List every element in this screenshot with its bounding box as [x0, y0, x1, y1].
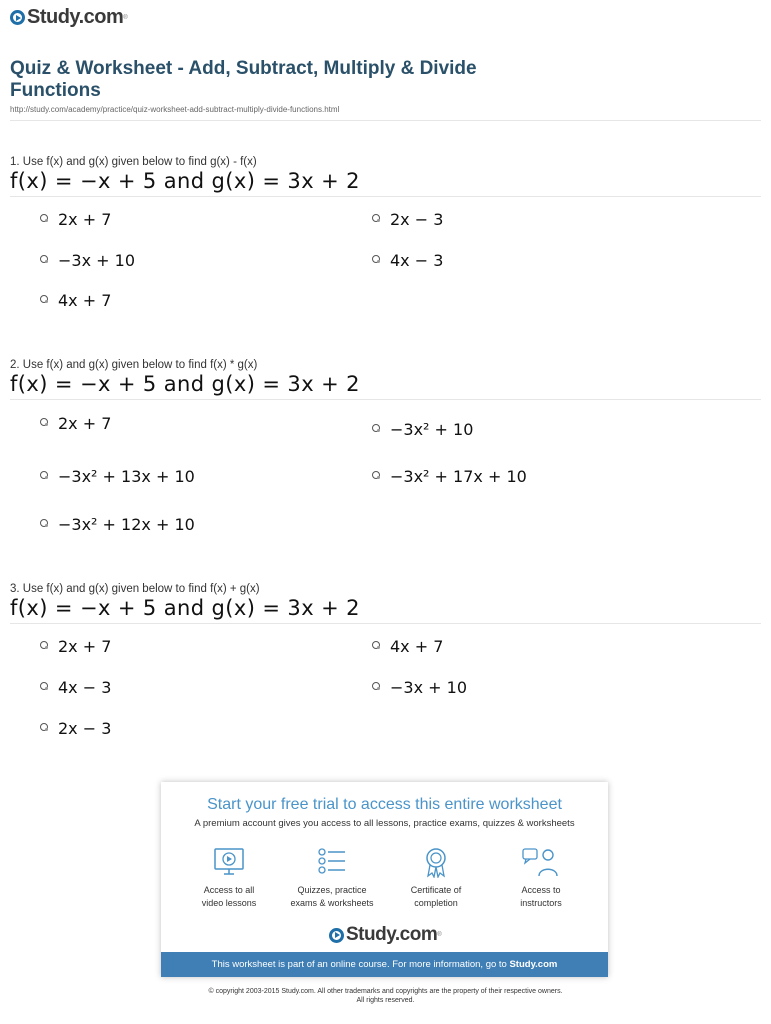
copyright-line: All rights reserved.: [356, 997, 415, 1004]
answer-option[interactable]: −3x² + 13x + 10: [40, 467, 195, 486]
answer-option[interactable]: 4x + 7: [40, 291, 111, 310]
radio-button[interactable]: [372, 214, 380, 222]
question-1: [10, 156, 761, 197]
question-formula: f(x) = −x + 5 and g(x) = 3x + 2: [10, 169, 360, 193]
radio-button[interactable]: [372, 255, 380, 263]
answer-option[interactable]: −3x + 10: [372, 678, 467, 697]
answer-option[interactable]: 2x − 3: [40, 719, 111, 738]
answer-option[interactable]: −3x² + 10: [372, 420, 473, 439]
radio-button[interactable]: [40, 214, 48, 222]
play-logo-icon: [329, 928, 344, 943]
radio-button[interactable]: [40, 641, 48, 649]
radio-button[interactable]: [40, 723, 48, 731]
feature-video-lessons: [174, 846, 284, 910]
radio-button[interactable]: [40, 255, 48, 263]
answer-option[interactable]: 2x + 7: [40, 637, 111, 656]
question-divider: [10, 399, 761, 400]
radio-button[interactable]: [40, 295, 48, 303]
question-2: [10, 359, 761, 400]
feature-label: Certificate of completion: [410, 885, 462, 908]
feature-label: Access to all video lessons: [201, 885, 257, 908]
logo-text: Study.com: [27, 6, 124, 28]
answer-option[interactable]: 4x − 3: [372, 251, 443, 270]
answer-option[interactable]: −3x + 10: [40, 251, 135, 270]
feature-label: Access to instructors: [520, 885, 562, 908]
question-3: [10, 583, 761, 624]
answer-option[interactable]: −3x² + 17x + 10: [372, 467, 527, 486]
play-logo-icon: [10, 10, 25, 25]
question-divider: [10, 623, 761, 624]
radio-button[interactable]: [40, 418, 48, 426]
radio-button[interactable]: [372, 471, 380, 479]
logo-text: Study.com: [346, 924, 438, 945]
promo-subline: A premium account gives you access to all lessons, practice exams, quizzes & worksheets: [194, 818, 575, 829]
radio-button[interactable]: [372, 682, 380, 690]
question-prompt: 3. Use f(x) and g(x) given below to find f(x) + g(x): [10, 583, 260, 595]
radio-button[interactable]: [372, 424, 380, 432]
copyright-line: © copyright 2003-2015 Study.com. All other trademarks and copyrights are the property of their respective owners.: [208, 988, 563, 995]
question-prompt: 1. Use f(x) and g(x) given below to find g(x) - f(x): [10, 156, 257, 168]
question-formula: f(x) = −x + 5 and g(x) = 3x + 2: [10, 596, 360, 620]
study-com-link[interactable]: Study.com: [509, 959, 558, 970]
quiz-list-icon: [315, 846, 349, 878]
feature-instructors: [486, 846, 596, 910]
instructor-icon: [521, 846, 561, 878]
promo-bar-text: This worksheet is part of an online course. For more information, go to: [211, 959, 510, 970]
page-title: Quiz & Worksheet - Add, Subtract, Multiply & Divide Functions: [10, 58, 477, 101]
study-com-logo[interactable]: Study.com ®: [10, 6, 128, 29]
feature-label: Quizzes, practice exams & worksheets: [290, 885, 374, 908]
page-url: http://study.com/academy/practice/quiz-worksheet-add-subtract-multiply-divide-functions.html: [10, 105, 340, 114]
certificate-icon: [419, 846, 453, 878]
answer-option[interactable]: 4x − 3: [40, 678, 111, 697]
header-divider: [10, 120, 761, 121]
answer-option[interactable]: 2x − 3: [372, 210, 443, 229]
promo-headline[interactable]: Start your free trial to access this entire worksheet: [207, 796, 562, 813]
study-com-logo[interactable]: Study.com ®: [329, 924, 442, 946]
promo-info-bar: [161, 952, 608, 977]
answer-option[interactable]: −3x² + 12x + 10: [40, 515, 195, 534]
free-trial-promo: [161, 782, 608, 977]
video-lesson-icon: [212, 846, 246, 878]
answer-option[interactable]: 4x + 7: [372, 637, 443, 656]
answer-option[interactable]: 2x + 7: [40, 414, 111, 433]
feature-certificate: [381, 846, 491, 910]
radio-button[interactable]: [372, 641, 380, 649]
question-prompt: 2. Use f(x) and g(x) given below to find f(x) * g(x): [10, 359, 258, 371]
feature-quizzes: [277, 846, 387, 910]
answer-option[interactable]: 2x + 7: [40, 210, 111, 229]
radio-button[interactable]: [40, 519, 48, 527]
question-divider: [10, 196, 761, 197]
radio-button[interactable]: [40, 471, 48, 479]
copyright: [0, 987, 771, 1005]
question-formula: f(x) = −x + 5 and g(x) = 3x + 2: [10, 372, 360, 396]
radio-button[interactable]: [40, 682, 48, 690]
